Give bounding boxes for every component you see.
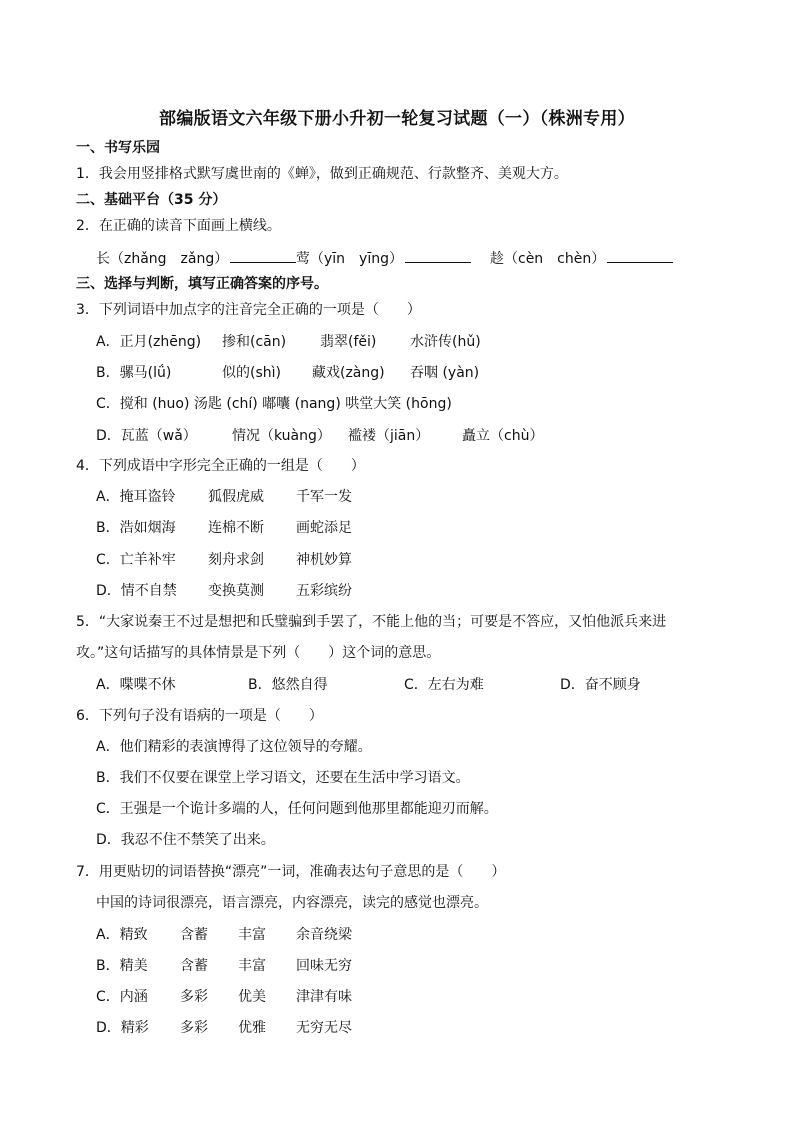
section-heading-2: 二、基础平台（35 分） (76, 192, 227, 208)
q4-option-c-2: 刻舟求剑 (208, 552, 264, 568)
q7-option-a-3: 丰富 (238, 927, 266, 943)
q4-option-d-3: 五彩缤纷 (296, 583, 352, 599)
q4-option-c-3: 神机妙算 (296, 552, 352, 568)
q6-option-d: D．我忍不住不禁笑了出来。 (96, 832, 275, 848)
q7-option-a-1: A．精致 (96, 927, 148, 943)
q2-item-3 (490, 248, 673, 269)
q3-option-d-3: 褴褛（jiān） (348, 428, 430, 444)
q3-option-a-2: 掺和(cān) (222, 334, 287, 350)
q7-option-c-4: 津津有味 (296, 989, 352, 1005)
q7-option-b-2: 含蓄 (180, 958, 208, 974)
q2-item-1-text: 长（zhǎng zǎng） (96, 251, 229, 267)
q6-option-a: A．他们精彩的表演博得了这位领导的夸耀。 (96, 739, 372, 755)
q5-option-b: B．悠然自得 (248, 677, 328, 693)
q7-option-a-2: 含蓄 (180, 927, 208, 943)
q3-option-b-1: B．骡马(lǘ) (96, 365, 172, 381)
q2-item-2 (296, 248, 471, 269)
q3-option-d-4: 矗立（chù） (462, 428, 544, 444)
q7-option-c-1: C．内涵 (96, 989, 148, 1005)
q7-option-b-4: 回味无穷 (296, 958, 352, 974)
q3-option-b-2: 似的(shì) (222, 365, 281, 381)
q5-option-c: C．左右为难 (404, 677, 484, 693)
q2-item-3-text: 趁（cèn chèn） (490, 251, 606, 267)
section-heading-3: 三、选择与判断，填写正确答案的序号。 (76, 276, 328, 292)
question-5-stem-line-1: 5．“大家说秦王不过是想把和氏璧骗到手罢了，不能上他的当；可要是不答应，又怕他派兵来进 (76, 614, 667, 630)
q4-option-a-3: 千军一发 (296, 489, 352, 505)
page-title: 部编版语文六年级下册小升初一轮复习试题（一）（株洲专用） (159, 109, 635, 129)
q4-option-d-1: D．情不自禁 (96, 583, 177, 599)
question-1: 1．我会用竖排格式默写虞世南的《蝉》，做到正确规范、行款整齐、美观大方。 (76, 166, 568, 182)
answer-blank (405, 248, 471, 263)
q4-option-b-2: 连棉不断 (208, 520, 264, 536)
q4-option-a-2: 狐假虎威 (208, 489, 264, 505)
q3-option-a-4: 水浒传(hǔ) (410, 334, 481, 350)
q3-option-a-3: 翡翠(fěi) (320, 334, 377, 350)
question-3-stem: 3．下列词语中加点字的注音完全正确的一项是（ ） (76, 302, 421, 318)
question-6-stem: 6．下列句子没有语病的一项是（ ） (76, 708, 323, 724)
question-2-stem: 2．在正确的读音下面画上横线。 (76, 218, 281, 234)
q3-option-b-3: 藏戏(zàng) (312, 365, 385, 381)
q7-option-a-4: 余音绕梁 (296, 927, 352, 943)
q4-option-d-2: 变换莫测 (208, 583, 264, 599)
q3-option-c: C．搅和 (huo) 汤匙 (chí) 嘟囔 (nang) 哄堂大笑 (hōng) (96, 396, 452, 412)
q7-option-d-2: 多彩 (180, 1020, 208, 1036)
q3-option-b-4: 吞咽 (yàn) (410, 365, 480, 381)
q6-option-b: B．我们不仅要在课堂上学习语文，还要在生活中学习语文。 (96, 770, 470, 786)
question-4-stem: 4．下列成语中字形完全正确的一组是（ ） (76, 458, 365, 474)
q5-option-a: A．喋喋不休 (96, 677, 176, 693)
q7-option-d-3: 优雅 (238, 1020, 266, 1036)
q7-option-c-2: 多彩 (180, 989, 208, 1005)
q7-option-c-3: 优美 (238, 989, 266, 1005)
q4-option-a-1: A．掩耳盗铃 (96, 489, 176, 505)
section-heading-1: 一、书写乐园 (76, 140, 160, 156)
q4-option-b-3: 画蛇添足 (296, 520, 352, 536)
q6-option-c: C．王强是一个诡计多端的人，任何问题到他那里都能迎刃而解。 (96, 801, 498, 817)
q7-option-b-3: 丰富 (238, 958, 266, 974)
q7-option-b-1: B．精美 (96, 958, 148, 974)
q7-option-d-1: D．精彩 (96, 1020, 149, 1036)
q2-item-1 (96, 248, 296, 269)
q7-sentence: 中国的诗词很漂亮，语言漂亮，内容漂亮，读完的感觉也漂亮。 (96, 895, 488, 911)
q4-option-b-1: B．浩如烟海 (96, 520, 176, 536)
q3-option-a-1: A．正月(zhēng) (96, 334, 202, 350)
q3-option-d-2: 情况（kuàng） (232, 428, 331, 444)
answer-blank (230, 248, 296, 263)
question-5-stem-line-2: 攻。”这句话描写的具体情景是下列（ ）这个词的意思。 (76, 645, 441, 661)
q7-option-d-4: 无穷无尽 (296, 1020, 352, 1036)
answer-blank (607, 248, 673, 263)
q4-option-c-1: C．亡羊补牢 (96, 552, 176, 568)
q2-item-2-text: 莺（yīn yīng） (296, 251, 403, 267)
q5-option-d: D．奋不顾身 (560, 677, 641, 693)
q3-option-d-1: D．瓦蓝（wǎ） (96, 428, 197, 444)
question-7-stem: 7．用更贴切的词语替换“漂亮”一词，准确表达句子意思的是（ ） (76, 864, 506, 880)
